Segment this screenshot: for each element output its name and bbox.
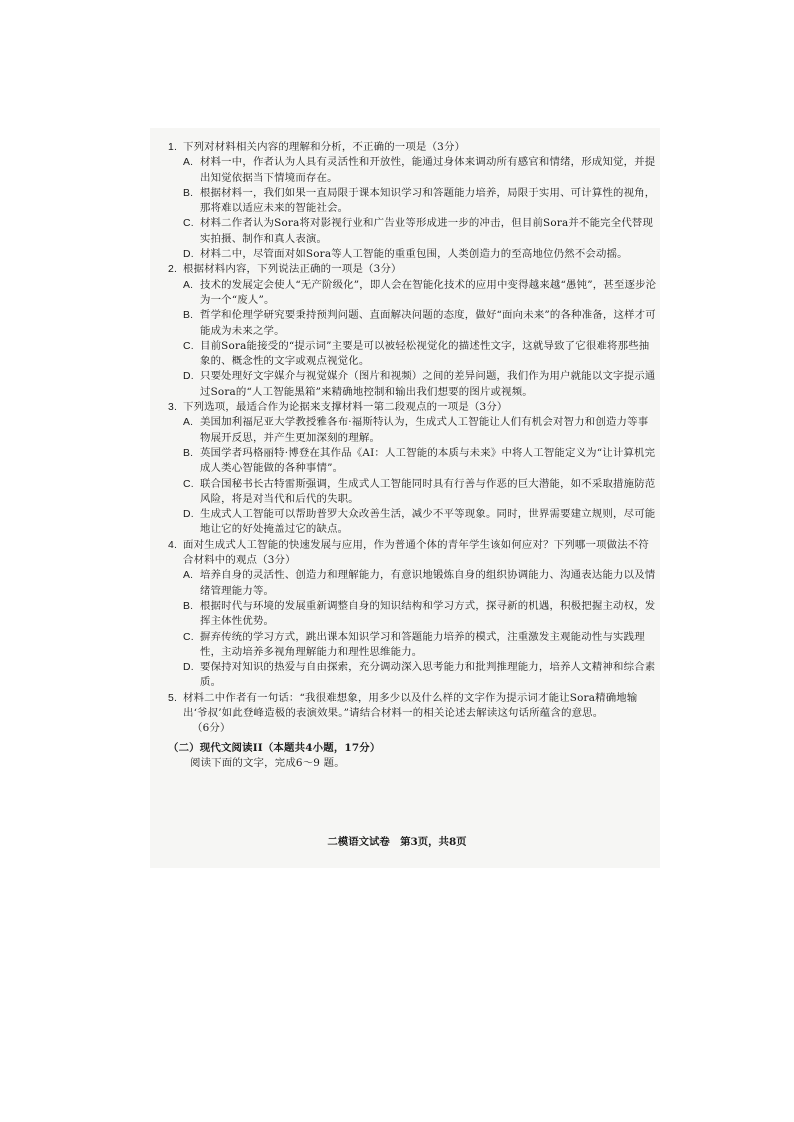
option-text: 只要处理好文字媒介与视觉媒介（图片和视频）之间的差异问题，我们作为用户就能以文字提示通过Sora的“人工智能黑箱”来精确地控制和输出我们想要的图片或视频。 (200, 370, 656, 398)
option-label: D. (183, 249, 194, 261)
option-d (183, 369, 658, 400)
question-5 (168, 691, 658, 737)
option-text: 摒弃传统的学习方式，跳出课本知识学习和答题能力培养的模式，注重激发主观能动性与实践理性，主动培养多视角理解能力和理性思维能力。 (200, 630, 645, 658)
question-stem: 材料二中作者有一句话：“我很难想象，用多少以及什么样的文字作为提示词才能让Sora精确地输出‘爷叔’如此登峰造极的表演效果。”请结合材料一的相关论述去解读这句话所蕴含的意思。 (183, 691, 638, 719)
option-text: 根据材料一，我们如果一直局限于课本知识学习和答题能力培养，局限于实用、可计算性的视角，那将难以适应未来的智能社会。 (200, 186, 656, 215)
option-c (183, 630, 658, 661)
question-stem: 面对生成式人工智能的快速发展与应用，作为普通个体的青年学生该如何应对？下列哪一项做法不符合材料中的观点（3分） (183, 538, 649, 567)
question-3 (168, 400, 658, 538)
question-number: 1. (168, 142, 178, 153)
question-number: 2. (168, 264, 178, 276)
option-b (183, 308, 658, 339)
option-label: C. (183, 478, 194, 490)
option-text: 要保持对知识的热爱与自由探索，充分调动深入思考能力和批判推理能力，培养人文精神和综合素质。 (200, 661, 656, 689)
option-d (183, 660, 658, 691)
option-a (183, 155, 658, 186)
option-text: 材料二作者认为Sora将对影视行业和广告业等形成进一步的冲击，但目前Sora并不能完全代替现实拍摄、制作和真人表演。 (200, 217, 654, 245)
option-a (183, 415, 658, 446)
option-text: 生成式人工智能可以帮助普罗大众改善生活，减少不平等现象。同时，世界需要建立规则，尽可能地让它的好处掩盖过它的缺点。 (200, 508, 656, 536)
question-stem: 下列对材料相关内容的理解和分析，不正确的一项是（3分） (183, 141, 466, 153)
exam-content (168, 140, 658, 771)
page-footer: 二模语文试卷 第3页，共8页 (327, 836, 467, 848)
option-text: 材料一中，作者认为人具有灵活性和开放性，能通过身体来调动所有感官和情绪，形成知觉，并提出知觉依据当下情境而存在。 (200, 156, 656, 184)
option-c (183, 216, 658, 247)
option-label: C. (183, 218, 194, 230)
option-label: A. (183, 570, 194, 582)
option-label: A. (183, 279, 194, 291)
question-number: 3. (168, 402, 178, 414)
option-text: 技术的发展定会使人“无产阶级化”，即人会在智能化技术的应用中变得越来越“愚钝”，甚至逐步沦为一个“废人”。 (200, 278, 657, 306)
option-a (183, 278, 658, 309)
option-b (183, 599, 658, 630)
option-text: 培养自身的灵活性、创造力和理解能力，有意识地锻炼自身的组织协调能力、沟通表达能力以及情绪管理能力等。 (200, 569, 656, 597)
option-text: 哲学和伦理学研究要秉持预判问题、直面解决问题的态度，做好“面向未来”的各种准备，这样才可能成为未来之学。 (200, 309, 656, 337)
option-label: C. (183, 631, 194, 643)
question-4 (168, 538, 658, 691)
option-text: 根据时代与环境的发展重新调整自身的知识结构和学习方式，探寻新的机遇，积极把握主动权，发挥主体性优势。 (200, 599, 656, 628)
option-text: 联合国秘书长古特雷斯强调，生成式人工智能同时具有行善与作恶的巨大潜能，如不采取措施防范风险，将是对当代和后代的失职。 (200, 477, 656, 505)
option-label: B. (183, 310, 194, 322)
option-label: A. (183, 417, 194, 429)
option-label: A. (183, 157, 194, 169)
option-label: D. (183, 662, 194, 674)
question-stem: 根据材料内容，下列说法正确的一项是（3分） (183, 263, 402, 276)
option-label: B. (183, 187, 194, 199)
option-label: D. (183, 371, 194, 383)
option-text: 美国加利福尼亚大学教授雅各布·福斯特认为，生成式人工智能让人们有机会对智力和创造力等事物展开反思，并产生更加深刻的理解。 (200, 416, 649, 444)
option-a (183, 568, 658, 599)
option-label: D. (183, 509, 194, 521)
question-1 (168, 140, 658, 262)
question-stem: 下列选项，最适合作为论据来支撑材料一第二段观点的一项是（3分） (183, 401, 508, 414)
option-text: 英国学者玛格丽特·博登在其作品《AI：人工智能的本质与未来》中将人工智能定义为“让计算机完成人类心智能做的各种事情”。 (200, 446, 656, 475)
option-d (183, 247, 658, 262)
question-number: 5. (168, 692, 178, 704)
question-number: 4. (168, 539, 178, 551)
option-d (183, 507, 658, 538)
option-label: B. (183, 600, 194, 612)
question-score: （6分） (192, 722, 231, 735)
option-c (183, 477, 658, 508)
section-intro: 阅读下面的文字，完成6～9 题。 (190, 756, 345, 769)
question-2 (168, 262, 658, 400)
option-label: C. (183, 340, 194, 352)
option-label: B. (183, 447, 194, 459)
option-text: 目前Sora能接受的“提示词”主要是可以被轻松视觉化的描述性文字，这就导致了它很难将那些抽象的、概念性的文字或观点视觉化。 (200, 339, 650, 368)
option-c (183, 339, 658, 370)
option-text: 材料二中，尽管面对如Sora等人工智能的重重包围，人类创造力的至高地位仍然不会动摇。 (200, 248, 628, 261)
section-title: （二）现代文阅读II（本题共4小题，17分） (168, 741, 381, 754)
option-b (183, 446, 658, 477)
option-b (183, 186, 658, 217)
